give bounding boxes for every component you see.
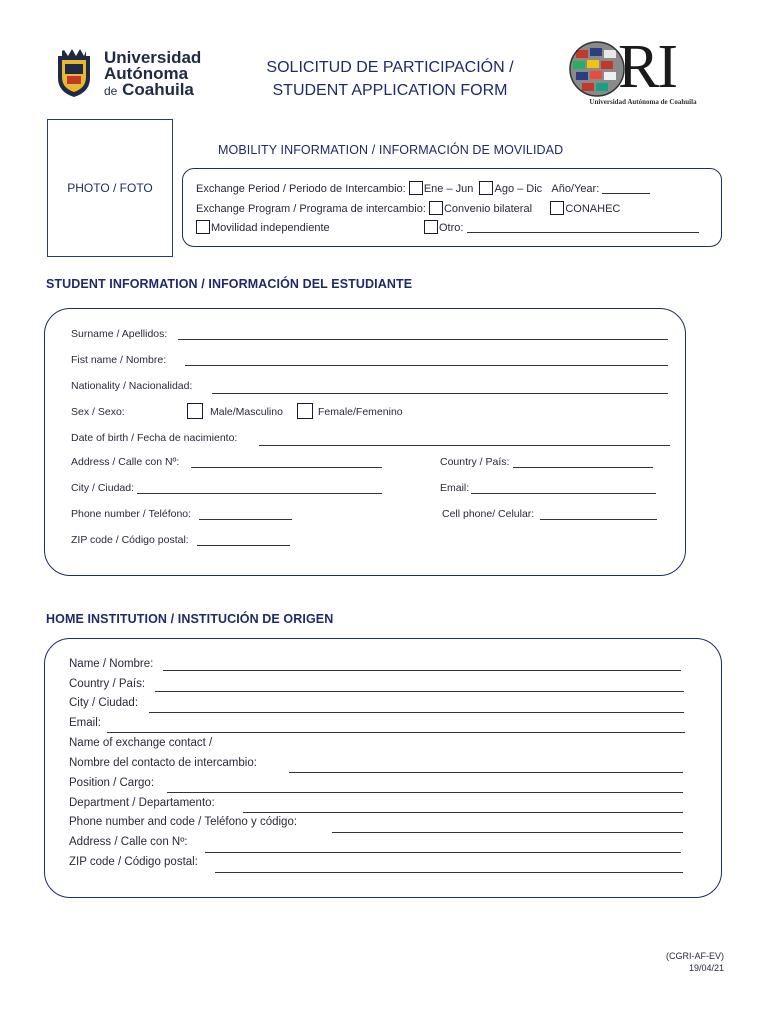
ri-logo xyxy=(568,33,718,113)
home-email-field[interactable] xyxy=(107,732,685,733)
home-city-field[interactable] xyxy=(149,712,684,713)
zip-label: ZIP code / Código postal: xyxy=(71,534,189,546)
uac-line2: Autónoma xyxy=(104,64,189,83)
home-address-label: Address / Calle con Nº: xyxy=(69,836,188,848)
form-title-line1: SOLICITUD DE PARTICIPACIÓN / xyxy=(266,59,514,76)
ene-jun-checkbox[interactable] xyxy=(409,181,423,195)
uac-line3: Coahuila xyxy=(122,80,194,99)
convenio-checkbox[interactable] xyxy=(429,201,443,215)
uac-logo xyxy=(54,48,214,100)
dob-label: Date of birth / Fecha de nacimiento: xyxy=(71,432,238,444)
mobility-otro-row xyxy=(424,219,699,238)
movilidad-checkbox[interactable] xyxy=(196,220,210,234)
home-name-field[interactable] xyxy=(163,670,681,671)
home-contact-label-2: Nombre del contacto de intercambio: xyxy=(69,757,257,769)
mobility-program-row xyxy=(196,200,620,219)
email-label: Email: xyxy=(440,482,470,494)
address-label: Address / Calle con Nº: xyxy=(71,456,180,468)
phone-label: Phone number / Teléfono: xyxy=(71,508,192,520)
form-code: (CGRI-AF-EV) xyxy=(666,951,724,961)
surname-label: Surname / Apellidos: xyxy=(71,328,168,340)
home-contact-label-1: Name of exchange contact / xyxy=(69,737,213,749)
home-position-field[interactable] xyxy=(167,792,683,793)
dob-field[interactable] xyxy=(259,445,670,446)
period-label: Exchange Period / Periodo de Intercambio: xyxy=(196,183,406,195)
year-label: Año/Year: xyxy=(551,183,600,195)
form-title xyxy=(225,56,555,102)
home-address-field[interactable] xyxy=(205,852,681,853)
home-zip-field[interactable] xyxy=(215,872,683,873)
firstname-field[interactable] xyxy=(185,365,668,366)
male-label: Male/Masculino xyxy=(210,406,283,418)
cell-field[interactable] xyxy=(540,519,657,520)
phone-field[interactable] xyxy=(199,519,292,520)
home-email-label: Email: xyxy=(69,717,101,729)
home-position-label: Position / Cargo: xyxy=(69,777,155,789)
ene-jun-label: Ene – Jun xyxy=(423,183,474,195)
city-label: City / Ciudad: xyxy=(71,482,135,494)
form-footer xyxy=(640,950,724,974)
home-phone-field[interactable] xyxy=(332,832,683,833)
address-field[interactable] xyxy=(191,467,382,468)
email-field[interactable] xyxy=(471,493,656,494)
female-label: Female/Femenino xyxy=(318,406,403,418)
home-contact-field[interactable] xyxy=(289,772,683,773)
mobility-other-row xyxy=(196,219,330,238)
home-zip-label: ZIP code / Código postal: xyxy=(69,856,198,868)
male-checkbox[interactable] xyxy=(187,403,203,419)
movilidad-label: Movilidad independiente xyxy=(211,222,330,234)
female-checkbox[interactable] xyxy=(297,403,313,419)
city-field[interactable] xyxy=(137,493,382,494)
country-label: Country / País: xyxy=(440,456,510,468)
home-country-label: Country / País: xyxy=(69,678,146,690)
photo-box[interactable] xyxy=(47,119,173,257)
ri-subtitle: Universidad Autónoma de Coahuila xyxy=(589,98,697,106)
firstname-label: Fist name / Nombre: xyxy=(71,354,167,366)
ago-dic-label: Ago – Dic xyxy=(494,183,543,195)
mobility-section-title: MOBILITY INFORMATION / INFORMACIÓN DE MOVILIDAD xyxy=(218,143,564,157)
cell-label: Cell phone/ Celular: xyxy=(442,508,535,520)
form-date: 19/04/21 xyxy=(688,963,724,973)
home-phone-label: Phone number and code / Teléfono y código: xyxy=(69,816,298,828)
conahec-label: CONAHEC xyxy=(565,203,621,215)
ri-letters: RI xyxy=(618,33,676,101)
conahec-checkbox[interactable] xyxy=(550,201,564,215)
nationality-field[interactable] xyxy=(212,393,668,394)
home-city-label: City / Ciudad: xyxy=(69,697,139,709)
home-department-field[interactable] xyxy=(243,812,683,813)
uac-line3-prefix: de xyxy=(104,84,118,98)
nationality-label: Nationality / Nacionalidad: xyxy=(71,380,193,392)
program-label: Exchange Program / Programa de intercambio: xyxy=(196,203,426,215)
sex-label: Sex / Sexo: xyxy=(71,406,125,418)
student-section-title: STUDENT INFORMATION / INFORMACIÓN DEL ESTUDIANTE xyxy=(46,277,413,291)
uac-line1: Universidad xyxy=(104,48,202,67)
home-department-label: Department / Departamento: xyxy=(69,797,215,809)
ago-dic-checkbox[interactable] xyxy=(479,181,493,195)
photo-label: PHOTO / FOTO xyxy=(67,181,153,195)
zip-field[interactable] xyxy=(197,545,290,546)
university-crest-icon xyxy=(54,48,94,98)
uac-wordmark xyxy=(104,50,201,99)
convenio-label: Convenio bilateral xyxy=(443,203,533,215)
surname-field[interactable] xyxy=(178,339,668,340)
form-title-line2: STUDENT APPLICATION FORM xyxy=(272,82,508,99)
year-field[interactable] xyxy=(602,193,650,194)
otro-field[interactable] xyxy=(467,232,699,233)
home-country-field[interactable] xyxy=(155,691,684,692)
otro-label: Otro: xyxy=(439,222,464,234)
country-field[interactable] xyxy=(513,467,653,468)
home-section-title: HOME INSTITUTION / INSTITUCIÓN DE ORIGEN xyxy=(46,612,334,626)
home-name-label: Name / Nombre: xyxy=(69,658,154,670)
mobility-period-row xyxy=(196,180,650,199)
otro-checkbox[interactable] xyxy=(424,220,438,234)
